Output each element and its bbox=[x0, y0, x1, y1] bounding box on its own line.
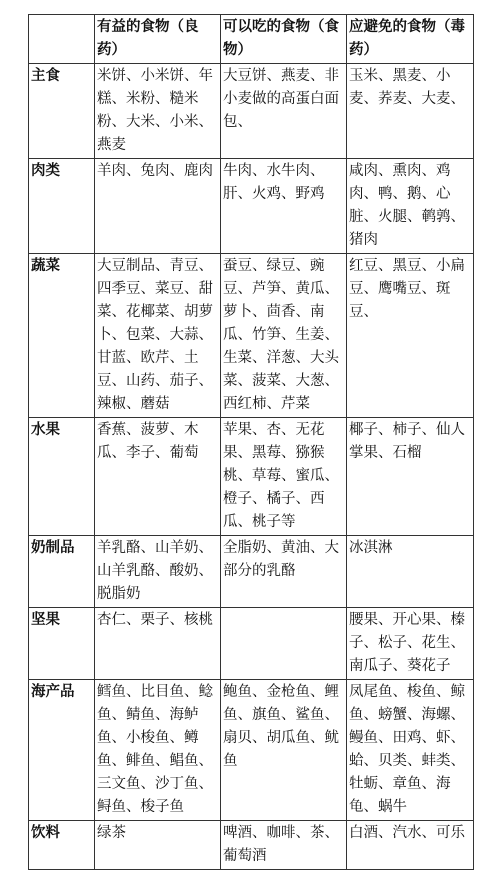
row-category: 奶制品 bbox=[29, 536, 95, 608]
ok-cell: 大豆饼、燕麦、非小麦做的高蛋白面包、 bbox=[221, 64, 347, 159]
table-row bbox=[29, 159, 474, 254]
row-category: 坚果 bbox=[29, 608, 95, 680]
good-cell: 杏仁、栗子、核桃 bbox=[95, 608, 221, 680]
good-cell: 鳕鱼、比目鱼、鲶鱼、鲭鱼、海鲈鱼、小梭鱼、鳟鱼、鲱鱼、鲳鱼、三文鱼、沙丁鱼、鲟鱼、梭子鱼 bbox=[95, 680, 221, 821]
row-category: 蔬菜 bbox=[29, 254, 95, 418]
row-category: 饮料 bbox=[29, 821, 95, 870]
avoid-cell: 玉米、黑麦、小麦、荞麦、大麦、 bbox=[347, 64, 474, 159]
ok-cell bbox=[221, 608, 347, 680]
ok-cell: 牛肉、水牛肉、肝、火鸡、野鸡 bbox=[221, 159, 347, 254]
avoid-cell: 咸肉、熏肉、鸡肉、鸭、鹅、心脏、火腿、鹌鹑、猪肉 bbox=[347, 159, 474, 254]
table-row bbox=[29, 680, 474, 821]
table-row bbox=[29, 64, 474, 159]
ok-cell: 蚕豆、绿豆、豌豆、芦笋、黄瓜、萝卜、茴香、南瓜、竹笋、生姜、生菜、洋葱、大头菜、菠菜、大葱、西红柿、芹菜 bbox=[221, 254, 347, 418]
header-good: 有益的食物（良药） bbox=[95, 15, 221, 64]
good-cell: 香蕉、菠萝、木瓜、李子、葡萄 bbox=[95, 418, 221, 536]
row-category: 水果 bbox=[29, 418, 95, 536]
row-category: 主食 bbox=[29, 64, 95, 159]
food-table bbox=[28, 14, 474, 870]
table-row bbox=[29, 536, 474, 608]
good-cell: 绿茶 bbox=[95, 821, 221, 870]
avoid-cell: 凤尾鱼、梭鱼、鲸鱼、螃蟹、海螺、鳗鱼、田鸡、虾、蛤、贝类、蚌类、牡蛎、章鱼、海龟、蜗牛 bbox=[347, 680, 474, 821]
ok-cell: 苹果、杏、无花果、黑莓、猕猴桃、草莓、蜜瓜、橙子、橘子、西瓜、桃子等 bbox=[221, 418, 347, 536]
table-row bbox=[29, 821, 474, 870]
row-category: 肉类 bbox=[29, 159, 95, 254]
good-cell: 羊乳酪、山羊奶、山羊乳酪、酸奶、脱脂奶 bbox=[95, 536, 221, 608]
ok-cell: 啤酒、咖啡、茶、葡萄酒 bbox=[221, 821, 347, 870]
table-row bbox=[29, 254, 474, 418]
good-cell: 米饼、小米饼、年糕、米粉、糙米粉、大米、小米、燕麦 bbox=[95, 64, 221, 159]
header-blank bbox=[29, 15, 95, 64]
ok-cell: 全脂奶、黄油、大部分的乳酪 bbox=[221, 536, 347, 608]
avoid-cell: 红豆、黑豆、小扁豆、鹰嘴豆、斑豆、 bbox=[347, 254, 474, 418]
ok-cell: 鲍鱼、金枪鱼、鲤鱼、旗鱼、鲨鱼、扇贝、胡瓜鱼、鱿鱼 bbox=[221, 680, 347, 821]
row-category: 海产品 bbox=[29, 680, 95, 821]
header-avoid: 应避免的食物（毒药） bbox=[347, 15, 474, 64]
avoid-cell: 白酒、汽水、可乐 bbox=[347, 821, 474, 870]
good-cell: 羊肉、兔肉、鹿肉 bbox=[95, 159, 221, 254]
table-row bbox=[29, 418, 474, 536]
good-cell: 大豆制品、青豆、四季豆、菜豆、甜菜、花椰菜、胡萝卜、包菜、大蒜、甘蓝、欧芹、土豆、山药、茄子、辣椒、蘑菇 bbox=[95, 254, 221, 418]
table-row bbox=[29, 608, 474, 680]
header-row bbox=[29, 15, 474, 64]
avoid-cell: 冰淇淋 bbox=[347, 536, 474, 608]
header-ok: 可以吃的食物（食物） bbox=[221, 15, 347, 64]
avoid-cell: 椰子、柿子、仙人掌果、石榴 bbox=[347, 418, 474, 536]
avoid-cell: 腰果、开心果、榛子、松子、花生、南瓜子、葵花子 bbox=[347, 608, 474, 680]
